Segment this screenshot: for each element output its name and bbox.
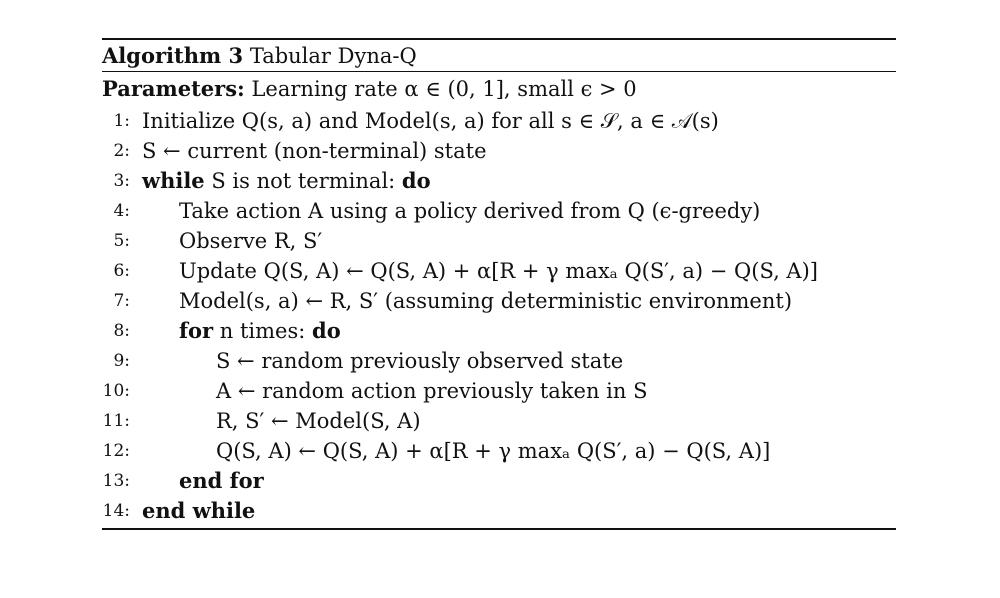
- top-rule: [102, 38, 896, 40]
- line-number: 13:: [102, 471, 130, 491]
- line-text: Take action A using a policy derived from Q (ϵ-greedy): [179, 199, 761, 223]
- line-number: 10:: [102, 381, 130, 401]
- parameters-text: Learning rate α ∈ (0, 1], small ϵ > 0: [251, 77, 637, 101]
- keyword-end-for: end for: [179, 468, 264, 493]
- line-text: A ← random action previously taken in S: [216, 379, 648, 403]
- loop-text: n times:: [213, 319, 313, 343]
- line-text: S ← random previously observed state: [216, 349, 624, 373]
- parameters-label: Parameters:: [102, 76, 245, 101]
- keyword-end-while: end while: [142, 498, 256, 523]
- algorithm-block: [102, 38, 896, 530]
- algorithm-name: Tabular Dyna-Q: [249, 44, 417, 68]
- keyword-for: for: [179, 318, 214, 343]
- bottom-rule: [102, 528, 896, 530]
- keyword-while: while: [142, 168, 205, 193]
- condition-text: S is not terminal:: [204, 169, 402, 193]
- line-number: 5:: [113, 231, 130, 251]
- line-number: 9:: [113, 351, 130, 371]
- line-text: Initialize Q(s, a) and Model(s, a) for all s ∈ 𝒮, a ∈ 𝒜(s): [142, 109, 719, 133]
- line-number: 3:: [113, 171, 130, 191]
- line-text: Update Q(S, A) ← Q(S, A) + α[R + γ maxₐ Q(S′, a) − Q(S, A)]: [179, 259, 818, 283]
- parameters-line: [102, 74, 637, 104]
- line-number: 2:: [113, 141, 130, 161]
- line-number: 1:: [113, 111, 130, 131]
- line-text: Model(s, a) ← R, S′ (assuming deterministic environment): [179, 289, 793, 313]
- line-text: S ← current (non-terminal) state: [142, 139, 487, 163]
- line-number: 11:: [102, 411, 130, 431]
- algorithm-title: [102, 42, 417, 70]
- line-text: Observe R, S′: [179, 229, 323, 253]
- title-rule: [102, 71, 896, 72]
- keyword-do: do: [312, 318, 341, 343]
- line-number: 7:: [113, 291, 130, 311]
- line-number: 8:: [113, 321, 130, 341]
- line-text: [179, 316, 341, 346]
- line-text: R, S′ ← Model(S, A): [216, 409, 421, 433]
- line-text: Q(S, A) ← Q(S, A) + α[R + γ maxₐ Q(S′, a) − Q(S, A)]: [216, 439, 771, 463]
- keyword-do: do: [401, 168, 431, 193]
- line-text: [142, 166, 431, 196]
- algorithm-label: Algorithm 3: [102, 43, 244, 68]
- line-number: 4:: [113, 201, 130, 221]
- line-number: 14:: [102, 501, 130, 521]
- line-number: 6:: [113, 261, 130, 281]
- line-number: 12:: [102, 441, 130, 461]
